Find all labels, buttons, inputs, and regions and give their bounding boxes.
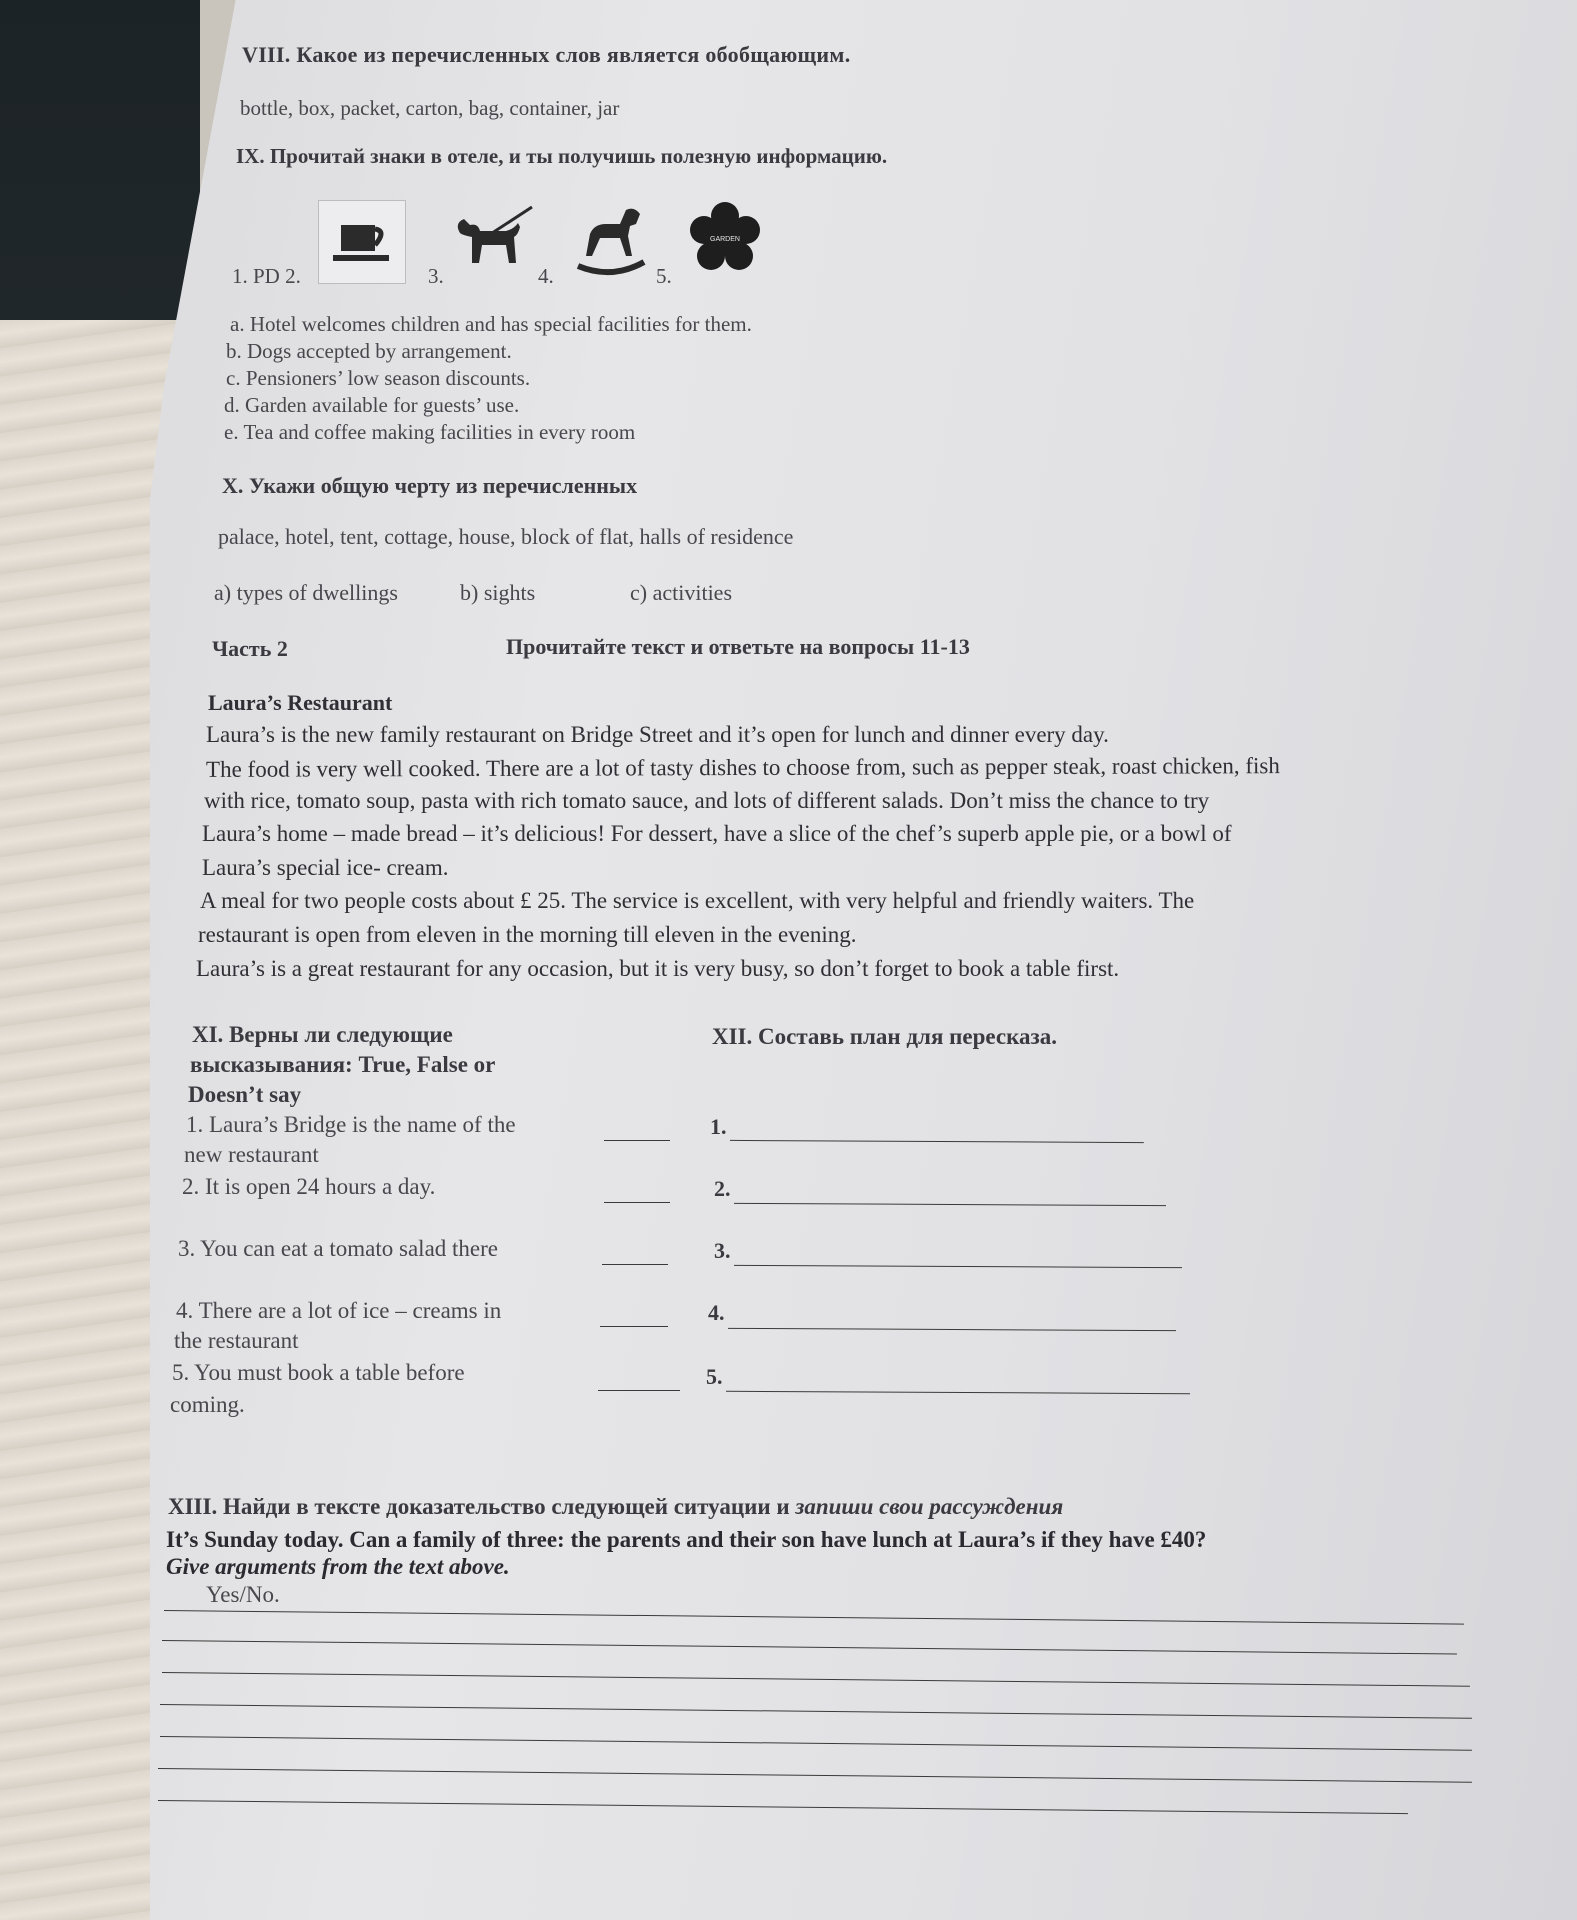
sign-cup bbox=[318, 200, 406, 284]
text-title: Laura’s Restaurant bbox=[208, 690, 393, 715]
section-10-words: palace, hotel, tent, cottage, house, block of flat, halls of residence bbox=[218, 524, 794, 549]
plan-item-label: 5. bbox=[706, 1364, 723, 1389]
answer-blank-1[interactable] bbox=[604, 1140, 670, 1141]
section-13-title bbox=[168, 1494, 1063, 1520]
text-line: Laura’s is a great restaurant for any occasion, but it is very busy, so don’t forget to book a table first. bbox=[196, 956, 1120, 981]
sign-label-3: 3. bbox=[428, 264, 444, 288]
flower-icon bbox=[690, 202, 760, 272]
plan-line-3[interactable] bbox=[734, 1265, 1182, 1268]
statement-5-line: coming. bbox=[170, 1392, 245, 1417]
part-2-instruction: Прочитайте текст и ответьте на вопросы 11-13 bbox=[506, 634, 970, 659]
plan-line-4[interactable] bbox=[728, 1328, 1176, 1331]
answer-line-6[interactable] bbox=[158, 1768, 1472, 1783]
sign-label-4: 4. bbox=[538, 264, 554, 288]
option-a: a. Hotel welcomes children and has special facilities for them. bbox=[230, 312, 752, 336]
section-10-option-a: a) types of dwellings bbox=[214, 580, 398, 605]
plan-line-2[interactable] bbox=[734, 1203, 1166, 1206]
answer-line-2[interactable] bbox=[162, 1640, 1457, 1655]
section-11-title-line: высказывания: True, False or bbox=[190, 1052, 496, 1077]
plan-item-label: 2. bbox=[714, 1176, 731, 1201]
answer-line-1[interactable] bbox=[164, 1610, 1464, 1625]
section-8-words: bottle, box, packet, carton, bag, container, jar bbox=[240, 96, 620, 120]
section-13-question: It’s Sunday today. Can a family of three: the parents and their son have lunch at Laura’s if they have £40? bbox=[166, 1527, 1207, 1552]
statement-4-line: 4. There are a lot of ice – creams in bbox=[176, 1298, 502, 1323]
text-line: Laura’s is the new family restaurant on Bridge Street and it’s open for lunch and dinner every day. bbox=[206, 722, 1109, 747]
section-13-title-italic: запиши свои рассуждения bbox=[795, 1494, 1064, 1519]
answer-line-7[interactable] bbox=[158, 1800, 1408, 1814]
statement-3-line: 3. You can eat a tomato salad there bbox=[178, 1236, 498, 1261]
plan-item-label: 1. bbox=[710, 1114, 727, 1139]
plan-line-1[interactable] bbox=[730, 1140, 1144, 1143]
part-2-label: Часть 2 bbox=[212, 636, 288, 661]
text-line: with rice, tomato soup, pasta with rich tomato sauce, and lots of different salads. Don’t miss the chance to try bbox=[204, 788, 1210, 813]
answer-blank-2[interactable] bbox=[604, 1202, 670, 1203]
statement-4-line: the restaurant bbox=[174, 1328, 299, 1353]
text-line: Laura’s special ice- cream. bbox=[202, 855, 449, 880]
rocking-horse-icon bbox=[574, 206, 646, 272]
plan-line-5[interactable] bbox=[726, 1391, 1190, 1394]
text-line: Laura’s home – made bread – it’s delicious! For dessert, have a slice of the chef’s superb apple pie, or a bowl of bbox=[202, 821, 1232, 846]
option-e: e. Tea and coffee making facilities in every room bbox=[224, 420, 636, 444]
section-12-title: XII. Составь план для пересказа. bbox=[712, 1024, 1057, 1049]
section-10-option-b: b) sights bbox=[460, 580, 536, 605]
answer-blank-4[interactable] bbox=[600, 1326, 668, 1327]
section-10-option-c: c) activities bbox=[630, 580, 733, 605]
plan-item-label: 3. bbox=[714, 1238, 731, 1263]
statement-1-line: 1. Laura’s Bridge is the name of the bbox=[186, 1112, 516, 1137]
section-9-title: IX. Прочитай знаки в отеле, и ты получишь полезную информацию. bbox=[236, 144, 888, 168]
option-d: d. Garden available for guests’ use. bbox=[224, 393, 520, 417]
statement-5-line: 5. You must book a table before bbox=[172, 1360, 465, 1385]
plan-item-label: 4. bbox=[708, 1300, 725, 1325]
section-11-title-line: XI. Верны ли следующие bbox=[192, 1022, 453, 1047]
section-13-instruction: Give arguments from the text above. bbox=[166, 1554, 510, 1579]
answer-line-3[interactable] bbox=[162, 1672, 1470, 1687]
cup-icon bbox=[319, 201, 405, 283]
sign-label-1-2: 1. PD 2. bbox=[232, 264, 301, 288]
section-8-title: VIII. Какое из перечисленных слов является обобщающим. bbox=[242, 42, 851, 67]
section-10-title: X. Укажи общую черту из перечисленных bbox=[222, 473, 638, 498]
statement-1-line: new restaurant bbox=[184, 1142, 319, 1167]
section-11-title-line: Doesn’t say bbox=[188, 1082, 302, 1107]
flower-sign-text: GARDEN bbox=[710, 236, 740, 243]
option-b: b. Dogs accepted by arrangement. bbox=[226, 339, 512, 363]
section-13-title-bold: XIII. Найди в тексте доказательство следующей ситуации и bbox=[168, 1494, 796, 1519]
answer-line-4[interactable] bbox=[160, 1704, 1472, 1719]
answer-blank-5[interactable] bbox=[598, 1390, 680, 1391]
text-line: restaurant is open from eleven in the morning till eleven in the evening. bbox=[198, 922, 857, 947]
sign-label-5: 5. bbox=[656, 264, 672, 288]
answer-blank-3[interactable] bbox=[602, 1264, 668, 1265]
statement-2-line: 2. It is open 24 hours a day. bbox=[182, 1174, 436, 1199]
text-line: A meal for two people costs about £ 25. The service is excellent, with very helpful and friendly waiters. The bbox=[200, 888, 1195, 913]
text-line: The food is very well cooked. There are a lot of tasty dishes to choose from, such as pepper steak, roast chicken, fish bbox=[205, 753, 1280, 782]
option-c: c. Pensioners’ low season discounts. bbox=[226, 366, 531, 390]
answer-line-5[interactable] bbox=[160, 1736, 1472, 1751]
dog-icon bbox=[452, 205, 534, 275]
answer-yes-no: Yes/No. bbox=[206, 1582, 280, 1607]
